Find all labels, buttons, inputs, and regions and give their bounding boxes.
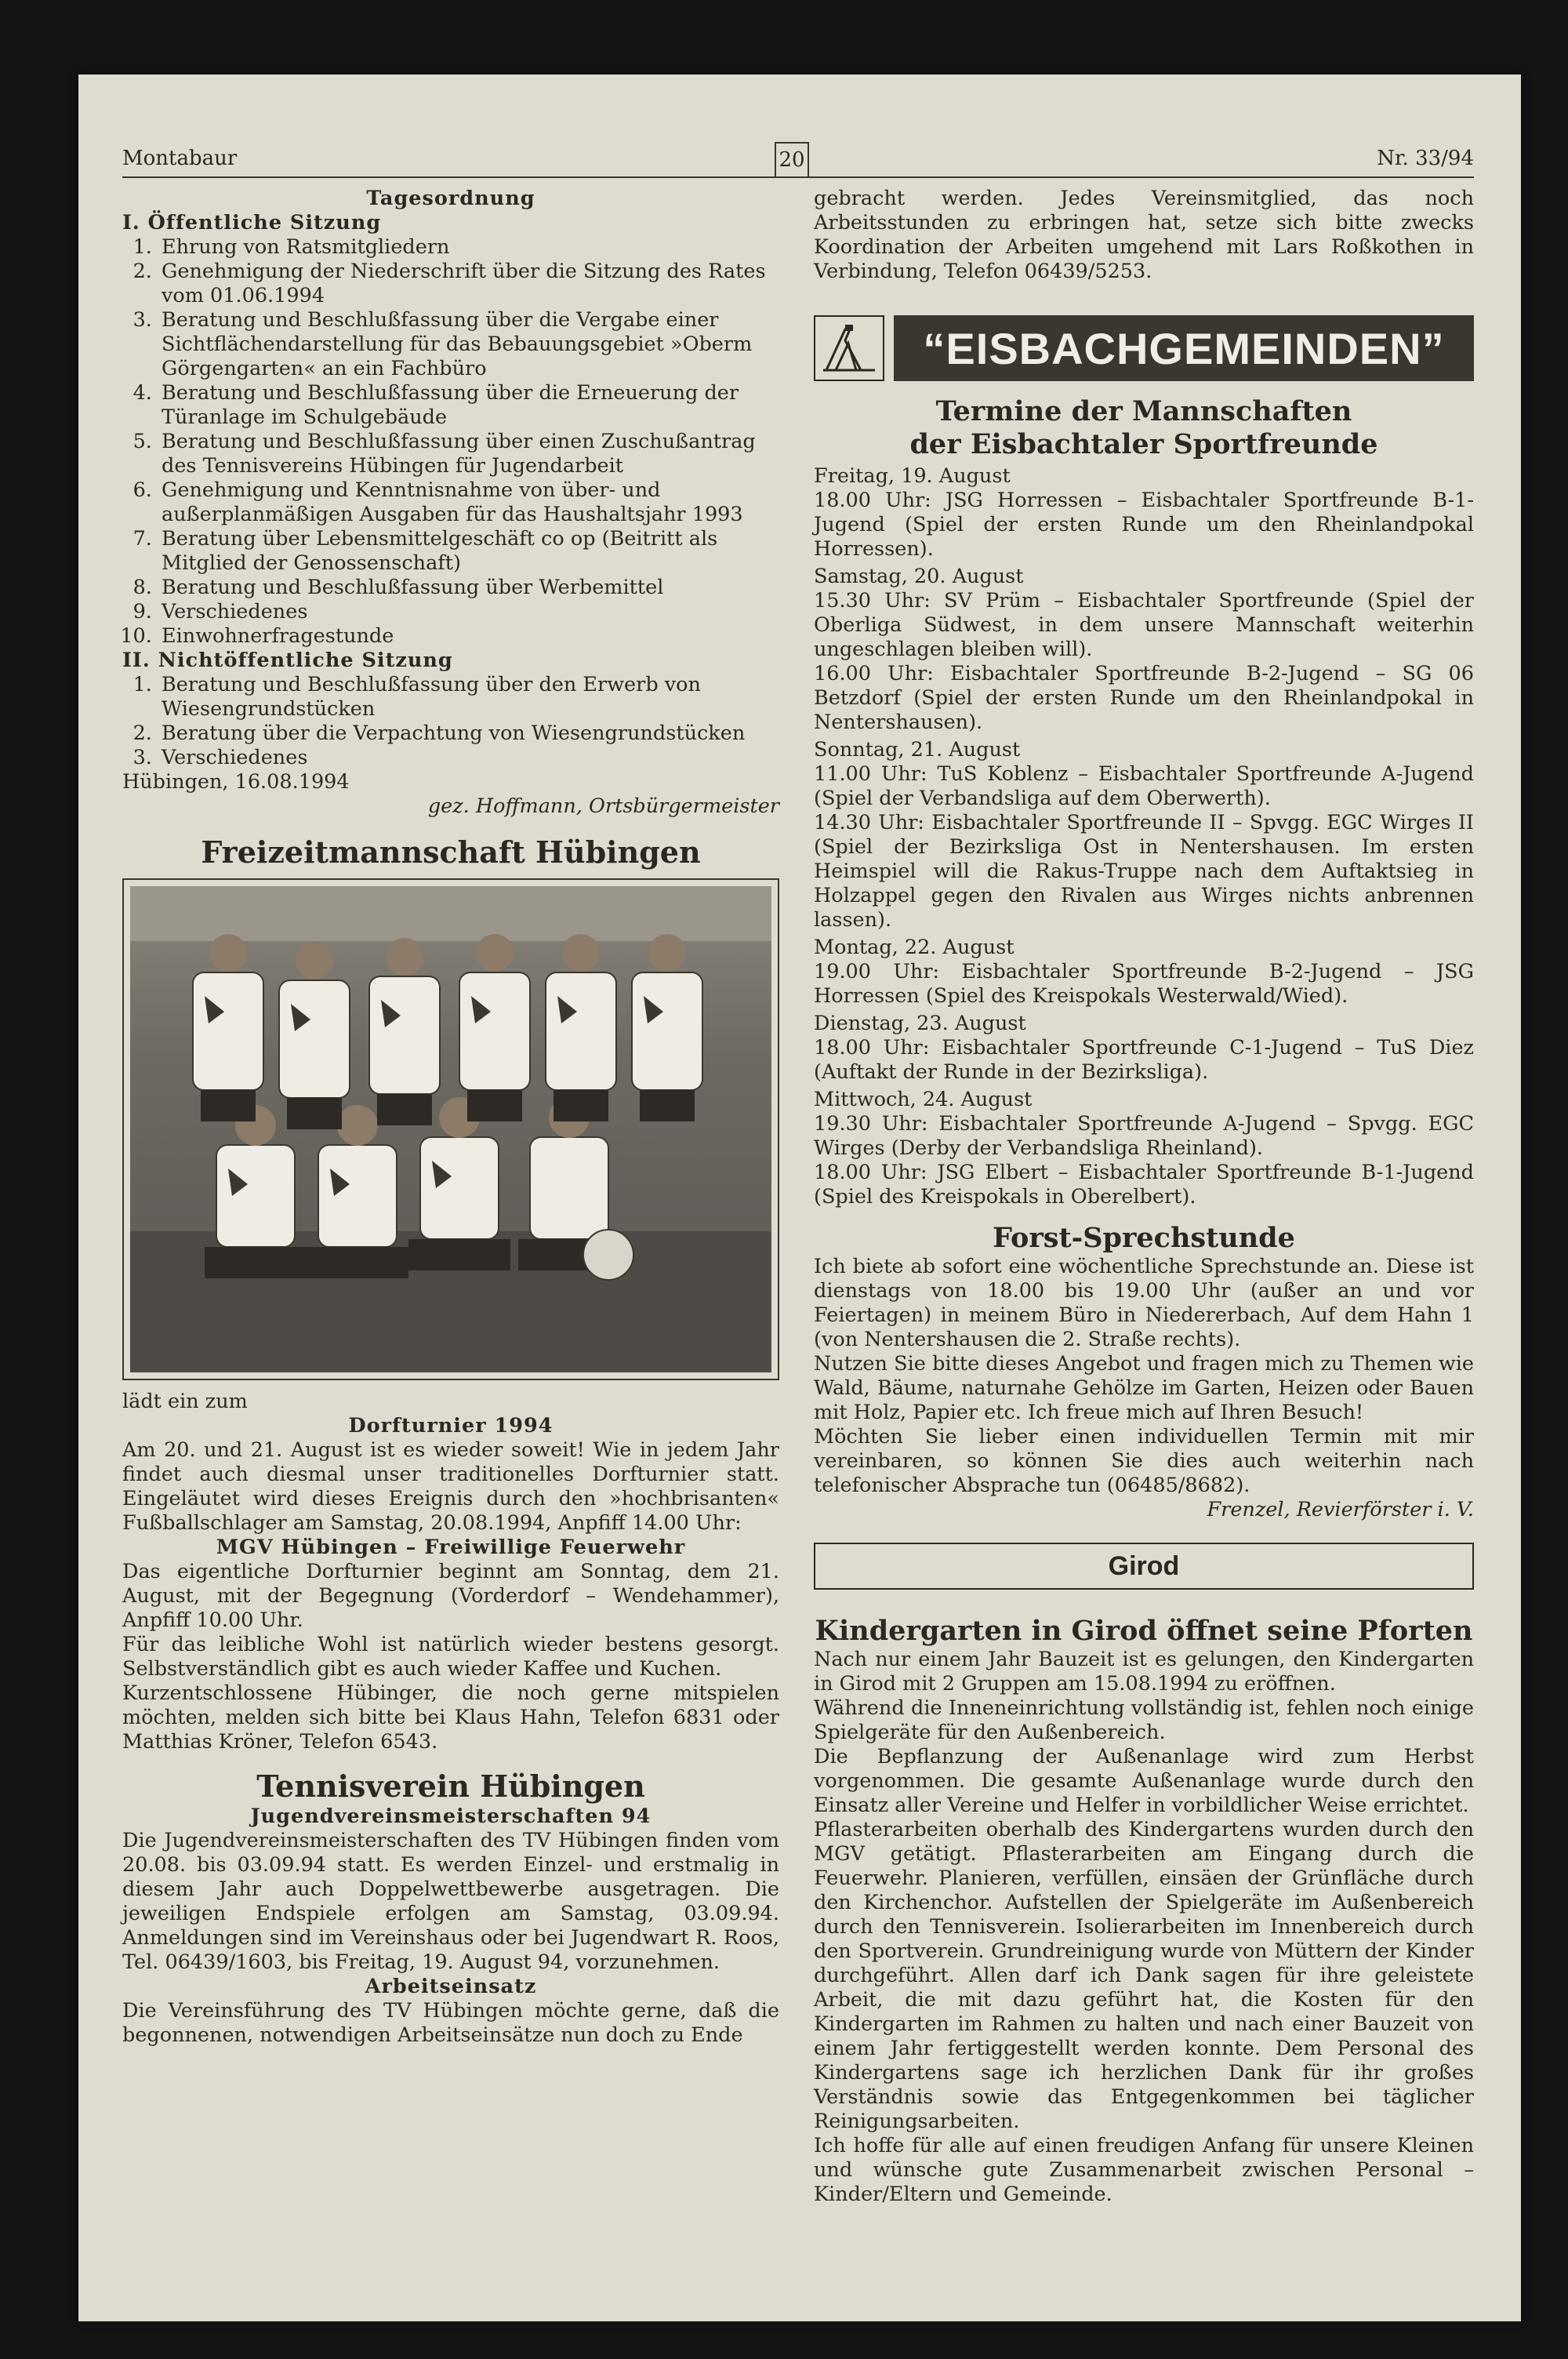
- schedule-day: Sonntag, 21. August: [814, 738, 1021, 761]
- public-agenda-list: [122, 235, 779, 649]
- eisbach-banner: [814, 315, 1474, 381]
- schedule-day: Dienstag, 23. August: [814, 1012, 1026, 1035]
- freizeit-title: Freizeitmannschaft Hübingen: [201, 834, 701, 870]
- termine-title-2: der Eisbachtaler Sportfreunde: [909, 428, 1378, 460]
- kiga-paragraph-1: Nach nur einem Jahr Bauzeit ist es gelungen, den Kindergarten in Girod mit 2 Gruppen am 15.08.1994 zu eröffnen.: [814, 1648, 1474, 1696]
- schedule-list: [814, 464, 1474, 1209]
- schedule-entry: 14.30 Uhr: Eisbachtaler Sportfreunde II – Spvgg. EGC Wirges II (Spiel der Bezirksliga Ost in Nentershausen. Im ersten Heimspiel will die Rakus-Truppe nach dem Auftaktsieg in Holzappel gegen den Rivalen aus Wirges nichts anbrennen lassen).: [814, 811, 1474, 932]
- agenda-item: 1. Ehrung von Ratsmitgliedern: [158, 235, 779, 260]
- match-title: MGV Hübingen – Freiwillige Feuerwehr: [216, 1536, 686, 1559]
- turnier-paragraph-2: Das eigentliche Dorfturnier beginnt am Sonntag, dem 21. August, mit der Begegnung (Vorderdorf – Wendehammer), Anpfiff 10.00 Uhr.: [122, 1560, 779, 1632]
- kiga-paragraph-5: Ich hoffe für alle auf einen freudigen Anfang für unsere Kleinen und wünsche gute Zusammenarbeit zwischen Personal – Kinder/Eltern und Gemeinde.: [814, 2134, 1474, 2206]
- agenda-item: 2. Genehmigung der Niederschrift über die Sitzung des Rates vom 01.06.1994: [158, 260, 779, 308]
- place-date: Hübingen, 16.08.1994: [122, 770, 350, 794]
- tennis-title: Tennisverein Hübingen: [256, 1768, 645, 1804]
- ski-jump-logo-icon: [814, 315, 884, 381]
- turnier-paragraph-4: Kurzentschlossene Hübinger, die noch gerne mitspielen möchten, melden sich bitte bei Klaus Hahn, Telefon 6831 oder Matthias Kröner, Telefon 6543.: [122, 1681, 779, 1754]
- schedule-entry: 19.00 Uhr: Eisbachtaler Sportfreunde B-2-Jugend – JSG Horressen (Spiel des Kreispokals Westerwald/Wied).: [814, 960, 1474, 1008]
- agenda-item: 7. Beratung über Lebensmittelgeschäft co op (Beitritt als Mitglied der Genossenschaft): [158, 527, 779, 576]
- forst-paragraph-3: Möchten Sie lieber einen individuellen Termin mit mir vereinbaren, so können Sie dies auch weiterhin nach telefonischer Absprache tun (06485/8682).: [814, 1425, 1474, 1497]
- schedule-entry: 19.30 Uhr: Eisbachtaler Sportfreunde A-Jugend – Spvgg. EGC Wirges (Derby der Verbandsliga Rheinland).: [814, 1112, 1474, 1160]
- kiga-paragraph-3: Die Bepflanzung der Außenanlage wird zum Herbst vorgenommen. Die gesamte Außenanlage wurde durch den Einsatz aller Vereine und Helfer in vorbildlicher Weise errichtet.: [814, 1745, 1474, 1817]
- girod-section-box: Girod: [814, 1543, 1474, 1590]
- continued-paragraph: gebracht werden. Jedes Vereinsmitglied, das noch Arbeitsstunden zu erbringen hat, setze sich bitte zwecks Koordination der Arbeiten umgehend mit Lars Roßkothen in Verbindung, Telefon 06439/5253.: [814, 187, 1474, 283]
- public-session-heading: I. Öffentliche Sitzung: [122, 211, 382, 234]
- arbeit-paragraph: Die Vereinsführung des TV Hübingen möchte gerne, daß die begonnenen, notwendigen Arbeitseinsätze nun doch zu Ende: [122, 1999, 779, 2047]
- agenda-item: 10. Einwohnerfragestunde: [158, 624, 779, 649]
- schedule-entry: 15.30 Uhr: SV Prüm – Eisbachtaler Sportfreunde (Spiel der Oberliga Südwest, in dem unsere Mannschaft weiterhin ungeschlagen bleiben will).: [814, 589, 1474, 661]
- kiga-title: Kindergarten in Girod öffnet seine Pforten: [815, 1615, 1473, 1647]
- page-number: 20: [775, 142, 809, 178]
- schedule-day: Samstag, 20. August: [814, 565, 1024, 588]
- turnier-title: Dorfturnier 1994: [348, 1414, 554, 1438]
- right-column: [814, 187, 1474, 2207]
- termine-title-1: Termine der Mannschaften: [935, 395, 1352, 427]
- forst-paragraph-2: Nutzen Sie bitte dieses Angebot und fragen mich zu Themen wie Wald, Bäume, naturnahe Gehölze im Garten, Heizen oder Bauen mit Holz, Papier etc. Ich freue mich auf Ihren Besuch!: [814, 1352, 1474, 1424]
- schedule-entry: 18.00 Uhr: JSG Horressen – Eisbachtaler Sportfreunde B-1-Jugend (Spiel der ersten Runde um den Rheinlandpokal Horressen).: [814, 489, 1474, 561]
- schedule-entry: 11.00 Uhr: TuS Koblenz – Eisbachtaler Sportfreunde A-Jugend (Spiel der Verbandsliga auf dem Oberwerth).: [814, 762, 1474, 810]
- agenda-item: 3. Beratung und Beschlußfassung über die Vergabe einer Sichtflächendarstellung für das Bebauungsgebiet »Oberm Görgengarten« an ein Fachbüro: [158, 308, 779, 381]
- kiga-paragraph-2: Während die Inneneinrichtung vollständig ist, fehlen noch einige Spielgeräte für den Außenbereich.: [814, 1696, 1474, 1744]
- invite-text: lädt ein zum: [122, 1390, 248, 1413]
- turnier-paragraph-1: Am 20. und 21. August ist es wieder soweit! Wie in jedem Jahr findet auch diesmal unser traditionelles Dorfturnier statt. Eingeläutet wird dieses Ereignis durch den »hochbrisanten« Fußballschlager am Samstag, 20.08.1994, Anpfiff 14.00 Uhr:: [122, 1438, 779, 1535]
- left-column: [122, 187, 779, 2048]
- team-photo: [122, 878, 779, 1380]
- header-rule: [122, 176, 1474, 178]
- newspaper-page: [78, 75, 1521, 2321]
- signature: gez. Hoffmann, Ortsbürgermeister: [427, 794, 779, 818]
- schedule-entry: 16.00 Uhr: Eisbachtaler Sportfreunde B-2-Jugend – SG 06 Betzdorf (Spiel der ersten Runde um den Rheinlandpokal in Nentershausen).: [814, 662, 1474, 734]
- schedule-entry: 18.00 Uhr: Eisbachtaler Sportfreunde C-1-Jugend – TuS Diez (Auftakt der Runde in der Bezirksliga).: [814, 1036, 1474, 1084]
- agenda-item: 5. Beratung und Beschlußfassung über einen Zuschußantrag des Tennisvereins Hübingen für Jugendarbeit: [158, 430, 779, 478]
- tennis-paragraph: Die Jugendvereinsmeisterschaften des TV Hübingen finden vom 20.08. bis 03.09.94 statt. Es werden Einzel- und erstmalig in diesem Jahr auch Doppelwettbewerbe ausgetragen. Die jeweiligen Endspiele erfolgen am Samstag, 03.09.94. Anmeldungen sind im Vereinshaus oder bei Jugendwart R. Roos, Tel. 06439/1603, bis Freitag, 19. August 94, vorzunehmen.: [122, 1829, 779, 1974]
- team-photo-image: [130, 886, 771, 1372]
- forst-title: Forst-Sprechstunde: [993, 1222, 1295, 1254]
- agenda-item: 8. Beratung und Beschlußfassung über Werbemittel: [158, 576, 779, 600]
- tennis-subtitle: Jugendvereinsmeisterschaften 94: [250, 1805, 652, 1828]
- issue-number: Nr. 33/94: [1377, 147, 1474, 170]
- turnier-paragraph-3: Für das leibliche Wohl ist natürlich wieder bestens gesorgt. Selbstverständlich gibt es auch wieder Kaffee und Kuchen.: [122, 1633, 779, 1681]
- banner-title: “EISBACHGEMEINDEN”: [894, 315, 1474, 381]
- header-location: Montabaur: [122, 147, 238, 170]
- schedule-day: Mittwoch, 24. August: [814, 1088, 1033, 1111]
- agenda-item: 1. Beratung und Beschlußfassung über den Erwerb von Wiesengrundstücken: [158, 673, 779, 722]
- forst-signature: Frenzel, Revierförster i. V.: [1207, 1498, 1474, 1521]
- schedule-day: Freitag, 19. August: [814, 464, 1011, 488]
- private-session-heading: II. Nichtöffentliche Sitzung: [122, 649, 453, 672]
- agenda-item: 3. Verschiedenes: [158, 746, 779, 770]
- arbeit-title: Arbeitseinsatz: [365, 1975, 537, 1998]
- forst-paragraph-1: Ich biete ab sofort eine wöchentliche Sprechstunde an. Diese ist dienstags von 18.00 bis 19.00 Uhr (außer an und vor Feiertagen) in meinem Büro in Niedererbach, Auf dem Hahn 1 (von Nentershausen die 2. Straße rechts).: [814, 1255, 1474, 1351]
- schedule-entry: 18.00 Uhr: JSG Elbert – Eisbachtaler Sportfreunde B-1-Jugend (Spiel des Kreispokals in Oberelbert).: [814, 1161, 1474, 1209]
- agenda-item: 4. Beratung und Beschlußfassung über die Erneuerung der Türanlage im Schulgebäude: [158, 381, 779, 430]
- schedule-day: Montag, 22. August: [814, 936, 1014, 959]
- kiga-paragraph-4: Pflasterarbeiten oberhalb des Kindergartens wurden durch den MGV getätigt. Pflasterarbeiten am Eingang durch die Feuerwehr. Planieren, verfüllen, einsäen der Grünfläche durch den Kirchenchor. Aufstellen der Spielgeräte im Außenbereich durch den Tennisverein. Isolierarbeiten im Innenbereich durch den Sportverein. Grundreinigung wurde von Müttern der Kinder durchgeführt. Allen darf ich Dank sagen für ihre geleistete Arbeit, die mit dazu geführt hat, die Kosten für den Kindergarten im Rahmen zu halten und nach einer Bauzeit von einem Jahr fertiggestellt werden konnte. Dem Personal des Kindergartens sage ich herzlichen Dank für ihr großes Verständnis sowie das Entgegenkommen bei täglicher Reinigungsarbeiten.: [814, 1818, 1474, 2133]
- agenda-title: Tagesordnung: [366, 187, 535, 210]
- agenda-item: 9. Verschiedenes: [158, 600, 779, 624]
- agenda-item: 2. Beratung über die Verpachtung von Wiesengrundstücken: [158, 722, 779, 746]
- private-agenda-list: [122, 673, 779, 770]
- agenda-item: 6. Genehmigung und Kenntnisnahme von über- und außerplanmäßigen Ausgaben für das Haushaltsjahr 1993: [158, 478, 779, 527]
